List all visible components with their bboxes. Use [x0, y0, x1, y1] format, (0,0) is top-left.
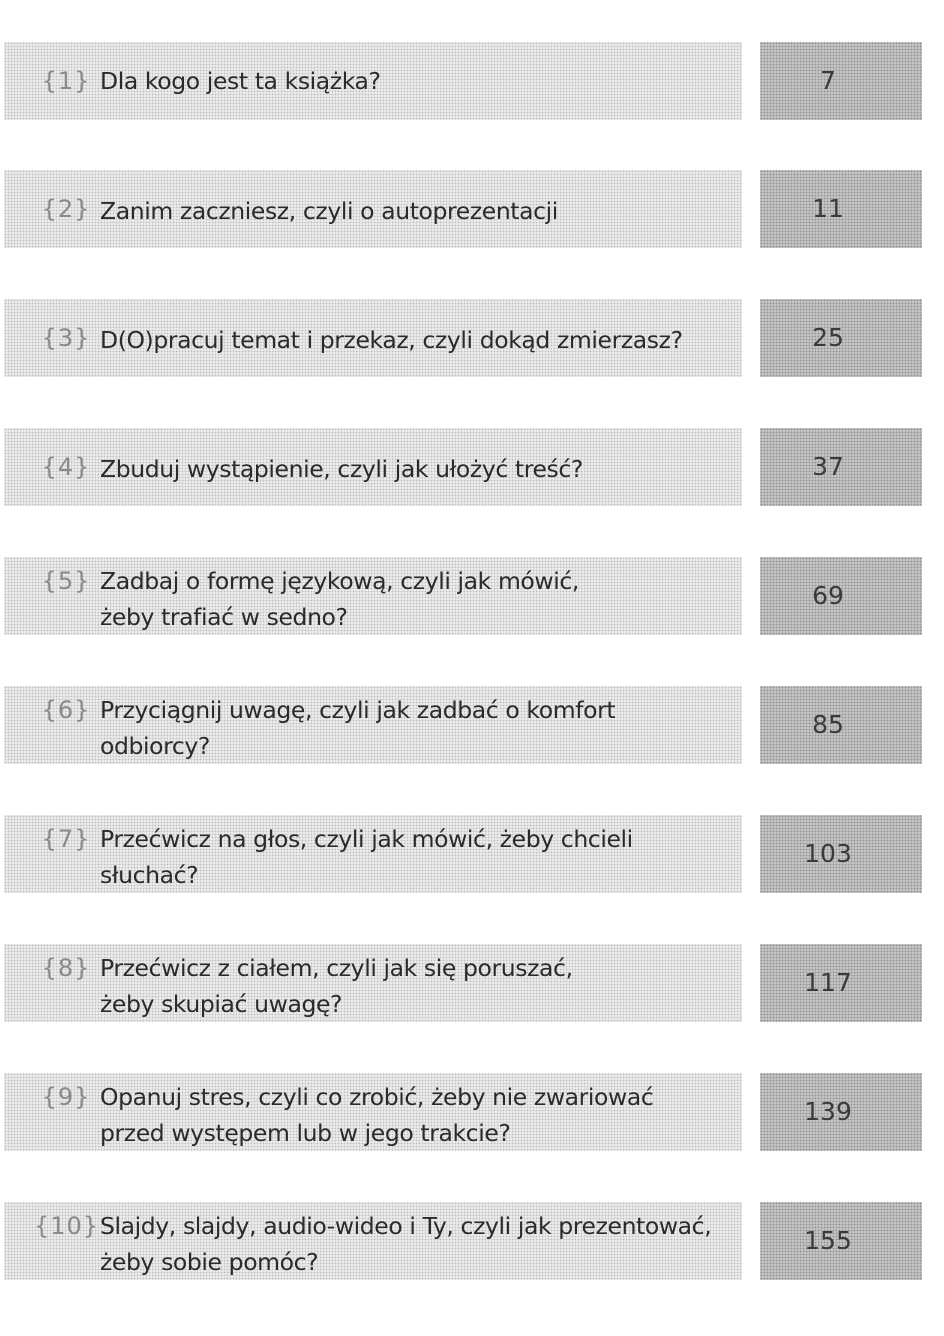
chapter-title-line: Zbuduj wystąpienie, czyli jak ułożyć treść?: [100, 455, 583, 483]
toc-entry-2[interactable]: [0, 170, 944, 248]
toc-entry-5[interactable]: [0, 557, 944, 635]
page-number-box: [760, 557, 922, 635]
toc-entry-1[interactable]: [0, 42, 944, 120]
page-number: 103: [804, 839, 852, 868]
chapter-title-line: Zadbaj o formę językową, czyli jak mówić,: [100, 567, 579, 595]
page-number-box: [760, 42, 922, 120]
chapter-title-line: Przećwicz na głos, czyli jak mówić, żeby chcieli: [100, 825, 633, 853]
toc-entry-6[interactable]: [0, 686, 944, 764]
chapter-number: {3}: [41, 324, 91, 352]
page-number: 85: [812, 710, 844, 739]
chapter-title-line: odbiorcy?: [100, 732, 210, 760]
chapter-title-line: żeby skupiać uwagę?: [100, 990, 343, 1018]
toc-entry-10[interactable]: [0, 1202, 944, 1280]
page-number-box: [760, 815, 922, 893]
chapter-title-line: Przećwicz z ciałem, czyli jak się poruszać,: [100, 954, 573, 982]
page-number-box: [760, 1073, 922, 1151]
chapter-title-line: Opanuj stres, czyli co zrobić, żeby nie zwariować: [100, 1083, 654, 1111]
chapter-title-line: żeby trafiać w sedno?: [100, 603, 348, 631]
page-number-box: [760, 1202, 922, 1280]
toc-entry-7[interactable]: [0, 815, 944, 893]
chapter-number: {9}: [41, 1083, 91, 1111]
chapter-number: {2}: [41, 195, 91, 223]
chapter-number: {5}: [41, 567, 91, 595]
chapter-number: {6}: [41, 696, 91, 724]
chapter-number: {8}: [41, 954, 91, 982]
chapter-title-line: Zanim zaczniesz, czyli o autoprezentacji: [100, 197, 558, 225]
chapter-title-line: żeby sobie pomóc?: [100, 1248, 319, 1276]
page-number: 7: [820, 66, 836, 95]
chapter-title-line: D(O)pracuj temat i przekaz, czyli dokąd zmierzasz?: [100, 326, 683, 354]
page-number: 155: [804, 1226, 852, 1255]
page-number: 69: [812, 581, 844, 610]
chapter-number: {7}: [41, 825, 91, 853]
page-number-box: [760, 299, 922, 377]
page-number-box: [760, 944, 922, 1022]
page-number: 37: [812, 452, 844, 481]
chapter-title-line: przed występem lub w jego trakcie?: [100, 1119, 511, 1147]
chapter-title-line: słuchać?: [100, 861, 199, 889]
toc-entry-4[interactable]: [0, 428, 944, 506]
page-number-box: [760, 686, 922, 764]
toc-entry-3[interactable]: [0, 299, 944, 377]
chapter-title-line: Dla kogo jest ta książka?: [100, 67, 381, 95]
chapter-title-line: Przyciągnij uwagę, czyli jak zadbać o komfort: [100, 696, 616, 724]
chapter-number: {1}: [41, 67, 91, 95]
page-number-box: [760, 170, 922, 248]
toc-entry-8[interactable]: [0, 944, 944, 1022]
page-number: 139: [804, 1097, 852, 1126]
chapter-title-line: Slajdy, slajdy, audio-wideo i Ty, czyli jak prezentować,: [100, 1212, 712, 1240]
chapter-number: {4}: [41, 453, 91, 481]
page-number: 25: [812, 323, 844, 352]
page-number: 11: [812, 194, 844, 223]
page-number: 117: [804, 968, 852, 997]
toc-entry-9[interactable]: [0, 1073, 944, 1151]
page-number-box: [760, 428, 922, 506]
chapter-number: {10}: [34, 1212, 100, 1240]
